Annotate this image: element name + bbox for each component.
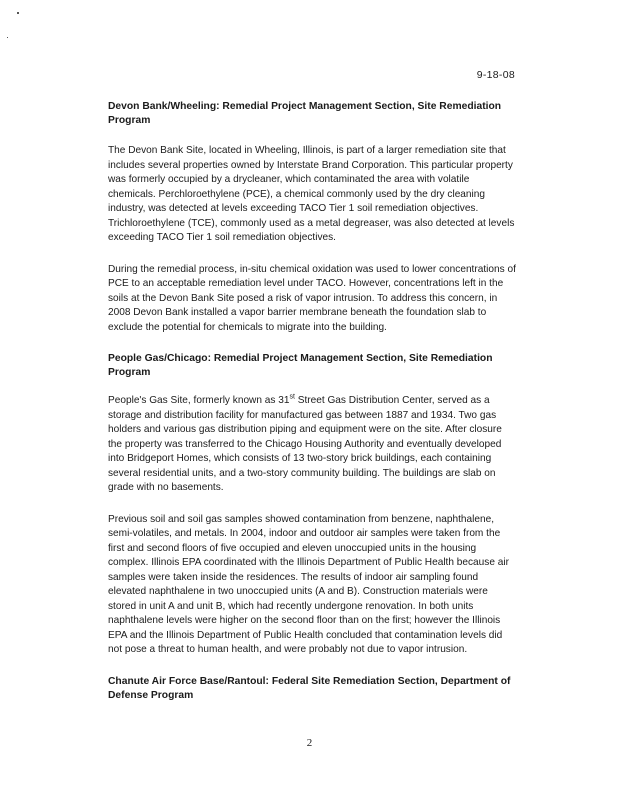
section-heading-people-gas: People Gas/Chicago: Remedial Project Management Section, Site Remediation Program <box>108 353 493 378</box>
section-heading-chanute: Chanute Air Force Base/Rantoul: Federal Site Remediation Section, Department of Defense Program <box>108 675 511 701</box>
scan-speck <box>17 12 19 14</box>
ordinal-suffix: st <box>289 393 295 401</box>
people-gas-paragraph-2: Previous soil and soil gas samples showed contamination from benzene, naphthalene, semi-volatiles, and metals. In 2004, indoor and outdoor air samples were taken from the first and second floors of five occupied and eleven unoccupied units in the housing complex. Illinois EPA coordinated with the Illinois Department of Public Health because air samples were taken inside the residences. The results of indoor air sampling found elevated naphthalene in two unoccupied units (A and B). Construction materials were stored in unit A and unit B, which had recently undergone renovation. In both units naphthalene levels were higher on the second floor than on the first; however the Illinois EPA and the Illinois Department of Public Health concluded that contamination levels did not pose a threat to human health, and were probably not due to vapor intrusion. <box>108 513 509 655</box>
people-gas-paragraph-1 <box>108 394 518 496</box>
document-date: 9-18-08 <box>476 69 515 81</box>
page-number: 2 <box>306 737 313 749</box>
scan-speck <box>7 37 8 38</box>
document-body <box>108 100 518 719</box>
people-gas-text-rest: Street Gas Distribution Center, served as a storage and distribution facility for manufactured gas between 1887 and 1934. Two gas holders and various gas distribution piping and equipment were on the site. After closure the property was transferred to the Chicago Housing Authority and eventually developed into Bridgeport Homes, which consists of 13 two-story brick buildings, each containing several residential units, and a two-story community building. The buildings are slab on grade with no basements. <box>108 395 502 493</box>
devon-bank-paragraph-2: During the remedial process, in-situ chemical oxidation was used to lower concentrations of PCE to an acceptable remediation level under TACO. However, concentrations left in the soils at the Devon Bank Site posed a risk of vapor intrusion. To address this concern, in 2008 Devon Bank installed a vapor barrier membrane beneath the foundation slab to exclude the potential for chemicals to migrate into the building. <box>108 263 516 333</box>
people-gas-text-start: People's Gas Site, formerly known as 31 <box>108 395 290 406</box>
devon-bank-paragraph-1: The Devon Bank Site, located in Wheeling, Illinois, is part of a larger remediation site that includes several properties owned by Interstate Brand Corporation. This particular property was formerly occupied by a drycleaner, which contaminated the area with volatile chemicals. Perchloroethylene (PCE), a chemical commonly used by the dry cleaning industry, was detected at levels exceeding TACO Tier 1 soil remediation objectives. Trichloroethylene (TCE), commonly used as a metal degreaser, was also detected at levels exceeding TACO Tier 1 soil remediation objectives. <box>108 145 515 243</box>
section-heading-devon-bank: Devon Bank/Wheeling: Remedial Project Management Section, Site Remediation Program <box>108 101 502 126</box>
